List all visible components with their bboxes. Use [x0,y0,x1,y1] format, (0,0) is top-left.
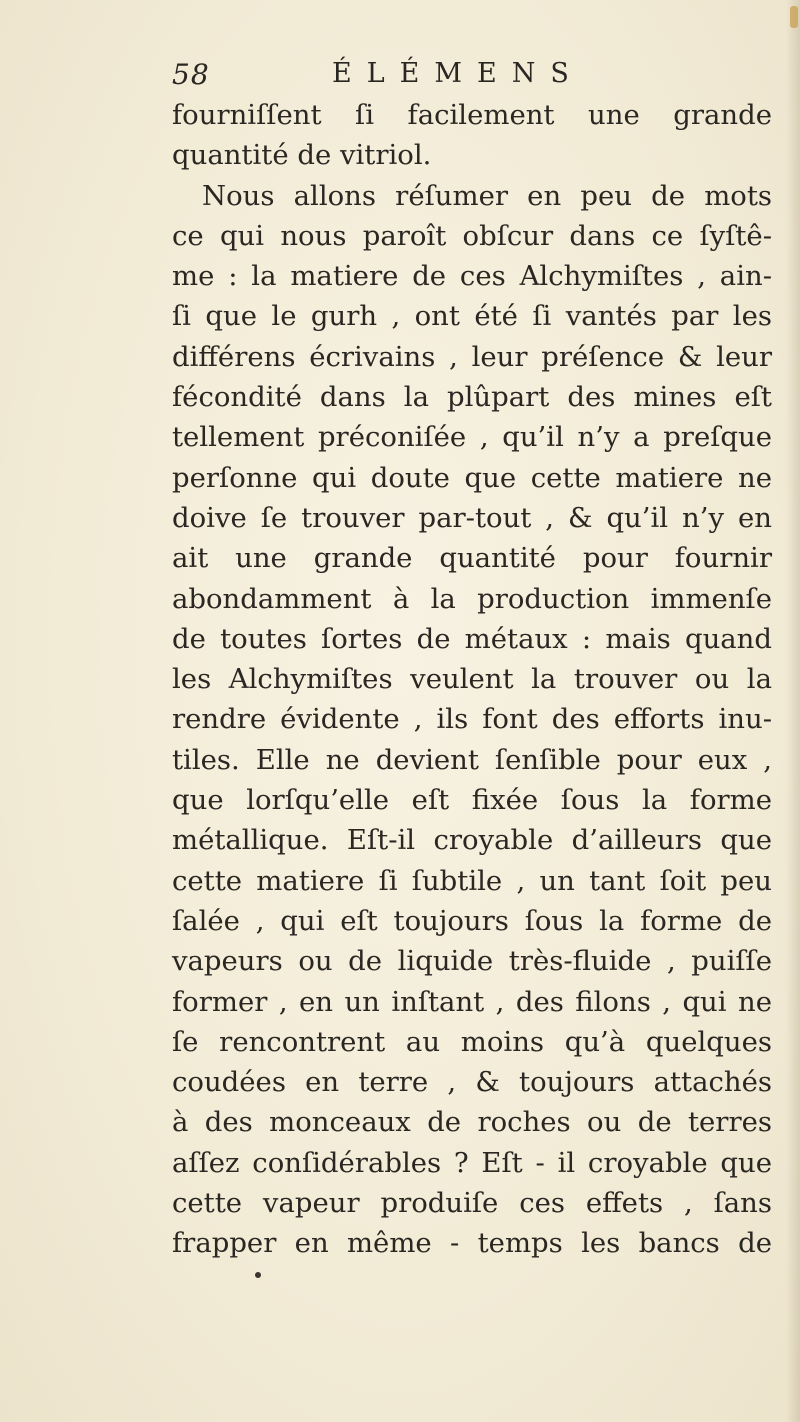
text-line: cette vapeur produiſe ces effets , ſans [172,1187,772,1220]
text-line: coudées en terre , & toujours attachés [172,1066,772,1099]
text-line: fécondité dans la plûpart des mines eſt [172,381,772,414]
text-line: différens écrivains , leur préſence & leur [172,340,772,373]
text-line: rendre évidente , ils font des efforts inu- [172,703,772,736]
text-line: fourniſſent ſi facilement une grande [172,99,772,131]
ink-dot [255,1272,261,1278]
page-edge-shadow [786,0,800,1422]
text-line: tiles. Elle ne devient ſenſible pour eux , [172,743,772,776]
text-line: ait une grande quantité pour fournir [172,542,772,575]
text-line: perſonne qui doute que cette matiere ne [172,461,772,494]
text-line: que lorſqu’elle eſt fixée ſous la forme [172,784,772,817]
running-head: ÉLÉMENS [332,58,584,89]
text-line: aſſez conſidérables ? Eſt - il croyable que [172,1146,772,1179]
text-line: cette matiere ſi ſubtile , un tant ſoit peu [172,864,772,897]
text-line: de toutes ſortes de métaux : mais quand [172,622,772,655]
text-line: tellement préconiſée , qu’il n’y a preſque [172,421,772,454]
text-line: ſe rencontrent au moins qu’à quelques [172,1025,772,1058]
page-number: 58 [172,58,210,91]
text-line: former , en un inſtant , des filons , qui ne [172,985,772,1018]
text-line: Nous allons réſumer en peu de mots [202,179,772,212]
text-line: quantité de vitriol. [172,139,432,172]
text-line: ſi que le gurh , ont été ſi vantés par les [172,300,772,333]
body-text [172,95,772,1264]
page-edge-stain [790,6,798,28]
text-line: à des monceaux de roches ou de terres [172,1106,772,1139]
text-line: métallique. Eſt-il croyable d’ailleurs que [172,824,772,857]
text-line: ce qui nous paroît obſcur dans ce ſyſtê- [172,219,772,252]
text-line: abondamment à la production immenſe [172,582,772,615]
text-line: les Alchymiſtes veulent la trouver ou la [172,663,772,696]
text-line: me : la matiere de ces Alchymiſtes , ain- [172,260,772,293]
text-line: vapeurs ou de liquide très-fluide , puiſſe [172,945,772,978]
page-header [172,54,642,94]
text-line: doive ſe trouver par-tout , & qu’il n’y en [172,501,772,534]
text-line: ſalée , qui eſt toujours ſous la forme de [172,904,772,937]
text-line: frapper en même - temps les bancs de [172,1227,772,1260]
